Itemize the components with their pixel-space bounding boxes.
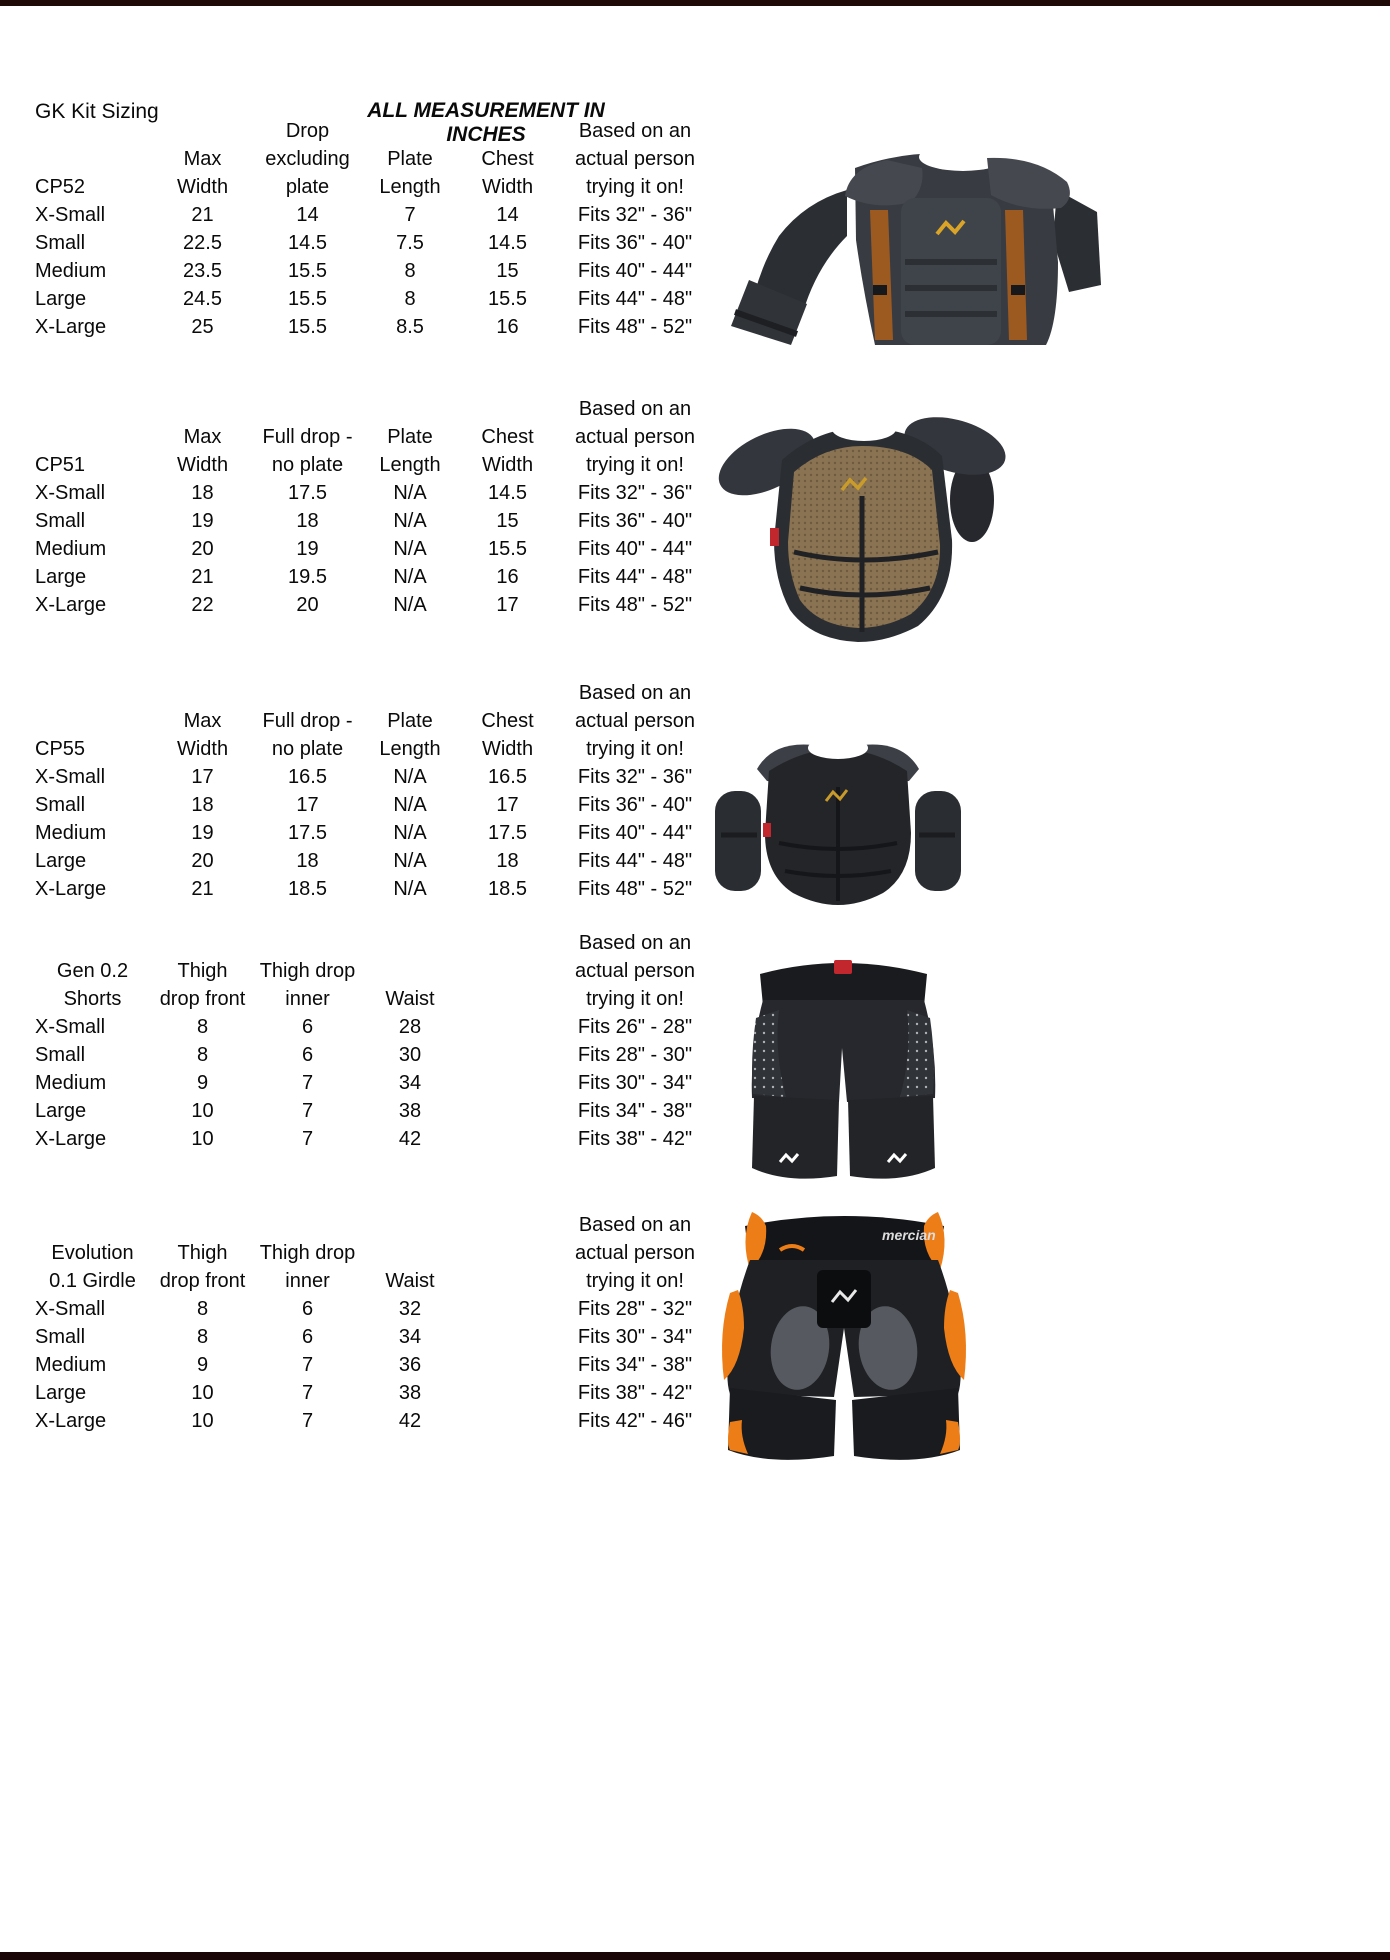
column-header-line: Length [379,454,441,476]
product-name [35,679,150,763]
measurement-value: 19.5 [288,566,327,588]
measurement-value: 6 [301,1326,314,1348]
measurement-value: N/A [393,850,427,872]
cp51-product-illustration [712,400,1008,642]
column-header-line: Width [481,738,534,760]
measurement-value: 17.5 [288,482,327,504]
size-label: Small [35,1326,86,1348]
size-label: X-Small [35,1016,106,1038]
table-grid [35,679,725,903]
column-header-line: drop front [159,988,246,1010]
measurement-value: 16 [496,566,519,588]
measurement-value [460,1379,555,1407]
measurement-value: 10 [191,1100,214,1122]
column-header-line: Length [379,176,441,198]
measurement-value: 19 [191,510,214,532]
measurement-value: 9 [196,1354,209,1376]
measurement-value: 42 [398,1128,422,1150]
fit-note-line: actual person [574,148,696,170]
measurement-value: N/A [393,538,427,560]
column-header [460,679,555,763]
fit-range: Fits 34" - 38" [577,1354,693,1376]
table-grid [35,1211,725,1435]
table-grid [35,929,725,1153]
measurement-value: N/A [393,566,427,588]
fit-range: Fits 42" - 46" [577,1410,693,1432]
column-header-line: Max [183,426,222,448]
page-bottom-border [0,1952,1390,1960]
measurement-value: 20 [296,594,319,616]
fit-note-line: trying it on! [586,988,684,1010]
column-header-line: no plate [271,454,344,476]
fit-range: Fits 48" - 52" [577,316,693,338]
size-label: Large [35,566,87,588]
column-header [255,395,360,479]
measurement-value: 7 [301,1410,314,1432]
girdle-brand-text: mercian [882,1227,936,1243]
cp52-product-illustration [705,140,1105,345]
measurement-value: 38 [398,1382,422,1404]
fit-range: Fits 30" - 34" [577,1072,693,1094]
measurement-value: 18.5 [288,878,327,900]
measurement-value: 32 [398,1298,422,1320]
measurement-value: 10 [191,1410,214,1432]
size-label: X-Small [35,766,106,788]
measurement-value: 8 [196,1016,209,1038]
measurement-value: 19 [191,822,214,844]
column-header [255,929,360,1013]
size-label: X-Small [35,1298,106,1320]
size-label: Small [35,510,86,532]
measurement-value: 36 [398,1354,422,1376]
fit-range: Fits 40" - 44" [577,538,693,560]
cp51-red-tag [770,528,779,546]
fit-range: Fits 44" - 48" [577,288,693,310]
column-header-line: Chest [481,710,534,732]
column-header-line: Chest [481,426,534,448]
measurement-value: 7 [301,1382,314,1404]
measurement-value: 15 [496,510,519,532]
measurement-value: 30 [398,1044,422,1066]
measurement-value: 42 [398,1410,422,1432]
size-label: X-Large [35,594,107,616]
size-label: Medium [35,260,107,282]
measurement-value: 23.5 [183,260,222,282]
measurement-value: 22 [191,594,214,616]
measurement-value [460,1295,555,1323]
measurement-value: 21 [191,878,214,900]
size-label: X-Small [35,204,106,226]
measurement-value: 21 [191,566,214,588]
measurement-value: N/A [393,822,427,844]
measurement-value [460,1097,555,1125]
measurement-value: 16.5 [288,766,327,788]
fit-range: Fits 32" - 36" [577,766,693,788]
measurement-value [460,1407,555,1435]
product-name [35,1211,150,1295]
measurement-value: 16.5 [488,766,527,788]
measurement-value: 8 [404,288,416,310]
cp55-product-illustration [713,723,963,908]
column-header [460,395,555,479]
measurement-value: 15.5 [288,260,327,282]
cp51-product-image [712,400,1008,642]
measurement-value: 20 [191,850,214,872]
fit-note-line: Based on an [578,120,692,142]
measurement-value: 17 [191,766,214,788]
fit-note-header [555,679,715,763]
cp52-table-section [35,117,725,341]
measurement-value: 14 [496,204,519,226]
cp55-product-image [713,723,963,908]
column-header [460,117,555,201]
measurement-value: N/A [393,766,427,788]
product-name [35,929,150,1013]
measurement-value: 10 [191,1382,214,1404]
fit-note-line: trying it on! [586,1270,684,1292]
product-name-line: Shorts [63,988,122,1010]
measurement-value: 6 [301,1298,314,1320]
fit-note-line: Based on an [578,398,692,420]
table-grid [35,395,725,619]
column-header-line: Waist [385,1270,435,1292]
column-header [255,679,360,763]
column-header-line: Plate [387,148,433,170]
fit-note-line: actual person [574,426,696,448]
measurement-value: 15.5 [488,538,527,560]
column-header-line: inner [285,1270,330,1292]
size-label: Small [35,232,86,254]
column-header [150,679,255,763]
measurement-value: 20 [191,538,214,560]
column-header-line: Full drop - [262,710,353,732]
measurement-value: 19 [296,538,319,560]
girdle-product-image [700,1198,988,1468]
column-header [460,929,555,1013]
page-title: GK Kit Sizing [35,100,159,123]
measurement-value: 8 [196,1044,209,1066]
measurement-value: 17 [296,794,319,816]
fit-note-header [555,1211,715,1295]
product-name [35,395,150,479]
size-label: Medium [35,1072,107,1094]
column-header [255,117,360,201]
measurement-value: N/A [393,878,427,900]
size-label: X-Small [35,482,106,504]
measurement-value: 6 [301,1016,314,1038]
measurement-value: 7 [301,1354,314,1376]
fit-note-line: actual person [574,1242,696,1264]
table-grid [35,117,725,341]
measurement-value [460,1041,555,1069]
measurement-value: 38 [398,1100,422,1122]
shorts-product-image [742,948,943,1186]
measurement-value [460,1013,555,1041]
column-header-line: excluding [265,148,350,170]
fit-range: Fits 48" - 52" [577,878,693,900]
measurement-value: 18.5 [488,878,527,900]
measurement-value: 9 [196,1072,209,1094]
measurement-value: 17 [496,594,519,616]
column-header-line: Thigh [177,1242,228,1264]
measurement-value: 16 [496,316,519,338]
measurement-value: 8.5 [396,316,424,338]
size-label: Medium [35,822,107,844]
girdle-product-illustration [700,1198,988,1468]
measurement-value: 25 [191,316,214,338]
measurement-value: 24.5 [183,288,222,310]
fit-range: Fits 48" - 52" [577,594,693,616]
measurement-value: 18 [191,794,214,816]
size-label: Large [35,1382,87,1404]
fit-note-header [555,395,715,479]
size-label: X-Large [35,316,107,338]
fit-range: Fits 36" - 40" [577,794,693,816]
column-header-line: drop front [159,1270,246,1292]
measurement-value: 18 [296,850,319,872]
measurement-value: 7 [404,204,416,226]
measurement-value [460,1069,555,1097]
column-header-line: Thigh drop [259,1242,356,1264]
fit-note-line: actual person [574,960,696,982]
measurement-value: 6 [301,1044,314,1066]
measurement-value: 7 [301,1072,314,1094]
measurement-value: 18 [191,482,214,504]
measurement-value: 34 [398,1326,422,1348]
shorts-product-illustration [742,948,943,1186]
column-header-line: Length [379,738,441,760]
column-header-line: no plate [271,738,344,760]
measurement-value: 15 [496,260,519,282]
measurement-value: 15.5 [288,316,327,338]
measurement-value: 17.5 [488,822,527,844]
fit-range: Fits 44" - 48" [577,566,693,588]
product-name-line: CP52 [35,176,86,198]
cp52-product-image [705,140,1105,345]
shorts-red-tab [834,960,852,974]
column-header-line: Width [176,176,229,198]
size-label: X-Large [35,1128,107,1150]
measurement-value: 17 [496,794,519,816]
fit-note-line: trying it on! [586,454,684,476]
fit-note-line: Based on an [578,1214,692,1236]
column-header-line: Thigh drop [259,960,356,982]
measurement-value: 34 [398,1072,422,1094]
measurement-value: 21 [191,204,214,226]
column-header [150,395,255,479]
column-header [360,117,460,201]
measurement-value: 7 [301,1100,314,1122]
fit-range: Fits 36" - 40" [577,510,693,532]
column-header-line: Max [183,710,222,732]
measurement-value: 14.5 [488,482,527,504]
fit-note-line: trying it on! [586,176,684,198]
column-header-line: Width [481,454,534,476]
fit-range: Fits 38" - 42" [577,1382,693,1404]
product-name-line: CP51 [35,454,86,476]
column-header [150,1211,255,1295]
measurement-value: 28 [398,1016,422,1038]
fit-range: Fits 32" - 36" [577,482,693,504]
measurement-value: N/A [393,482,427,504]
shorts-table-section [35,929,725,1153]
size-label: Small [35,1044,86,1066]
column-header-line: Full drop - [262,426,353,448]
size-label: X-Large [35,1410,107,1432]
cp55-red-tag [763,823,771,837]
fit-range: Fits 32" - 36" [577,204,693,226]
fit-range: Fits 44" - 48" [577,850,693,872]
fit-note-header [555,117,715,201]
product-name-line: CP55 [35,738,86,760]
column-header-line: Thigh [177,960,228,982]
fit-range: Fits 28" - 30" [577,1044,693,1066]
size-label: Large [35,288,87,310]
column-header [360,679,460,763]
column-header-line: Width [481,176,534,198]
measurement-value: 8 [196,1326,209,1348]
measurement-value: 18 [296,510,319,532]
measurement-value [460,1351,555,1379]
measurement-value: 17.5 [288,822,327,844]
product-name-line: 0.1 Girdle [49,1270,136,1292]
fit-note-header [555,929,715,1013]
fit-note-line: actual person [574,710,696,732]
size-label: Small [35,794,86,816]
column-header-line: Chest [481,148,534,170]
fit-range: Fits 40" - 44" [577,260,693,282]
fit-range: Fits 34" - 38" [577,1100,693,1122]
measurement-value: 14.5 [488,232,527,254]
fit-range: Fits 36" - 40" [577,232,693,254]
column-header [150,117,255,201]
fit-range: Fits 28" - 32" [577,1298,693,1320]
measurement-value: 15.5 [288,288,327,310]
page-top-border [0,0,1390,6]
fit-range: Fits 40" - 44" [577,822,693,844]
fit-range: Fits 38" - 42" [577,1128,693,1150]
column-header [360,1211,460,1295]
size-label: Large [35,850,87,872]
size-label: Medium [35,1354,107,1376]
measurement-note: ALL MEASUREMENT IN INCHES [367,99,605,146]
fit-note-line: Based on an [578,932,692,954]
column-header-line: Max [183,148,222,170]
column-header-line: Waist [385,988,435,1010]
column-header-line: Plate [387,426,433,448]
measurement-value: 15.5 [488,288,527,310]
column-header-line: Width [176,738,229,760]
product-name-line: Evolution [51,1242,134,1264]
product-name [35,117,150,201]
fit-note-line: Based on an [578,682,692,704]
measurement-value: 7.5 [396,232,424,254]
column-header-line: Plate [387,710,433,732]
measurement-value: 22.5 [183,232,222,254]
product-name-line: Gen 0.2 [56,960,129,982]
column-header-line: Width [176,454,229,476]
column-header [360,395,460,479]
measurement-value: 7 [301,1128,314,1150]
measurement-value: N/A [393,794,427,816]
column-header [150,929,255,1013]
measurement-value: 18 [496,850,519,872]
cp55-table-section [35,679,725,903]
column-header [255,1211,360,1295]
measurement-value: 14 [296,204,319,226]
girdle-table-section [35,1211,725,1435]
measurement-value [460,1125,555,1153]
measurement-value: N/A [393,594,427,616]
size-label: Medium [35,538,107,560]
measurement-value: 14.5 [288,232,327,254]
column-header-line: plate [285,176,330,198]
fit-range: Fits 30" - 34" [577,1326,693,1348]
column-header-line: Drop [285,120,330,142]
column-header [360,929,460,1013]
column-header [460,1211,555,1295]
column-header-line: inner [285,988,330,1010]
measurement-value: 8 [404,260,416,282]
fit-range: Fits 26" - 28" [577,1016,693,1038]
measurement-value [460,1323,555,1351]
cp51-table-section [35,395,725,619]
measurement-value: 8 [196,1298,209,1320]
fit-note-line: trying it on! [586,738,684,760]
size-label: Large [35,1100,87,1122]
size-label: X-Large [35,878,107,900]
measurement-value: N/A [393,510,427,532]
measurement-value: 10 [191,1128,214,1150]
